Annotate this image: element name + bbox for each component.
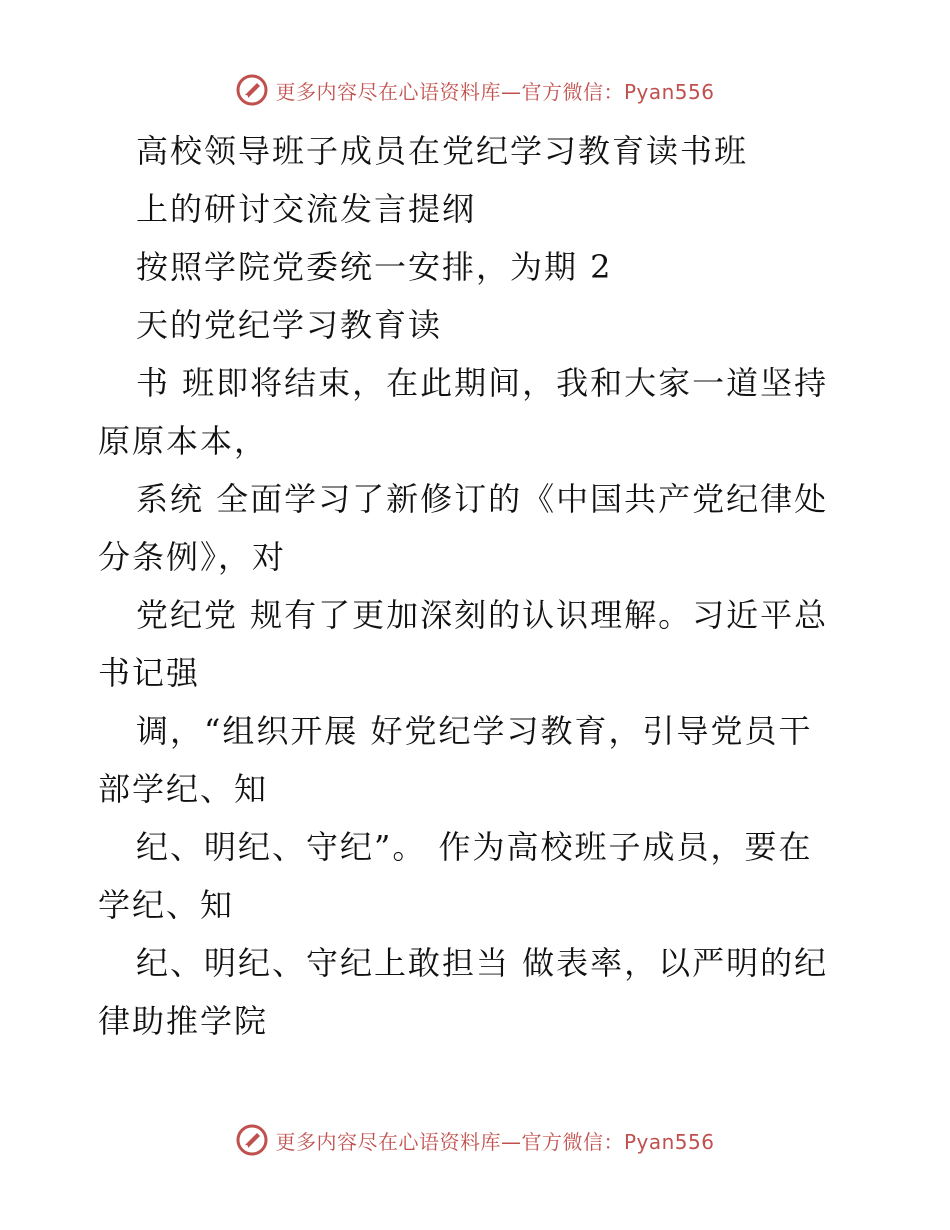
text-line: 书记强 bbox=[98, 654, 201, 692]
text-line: 部学纪、知 bbox=[98, 770, 269, 808]
text-line: 分条例》，对 bbox=[98, 538, 287, 576]
watermark-logo-icon bbox=[235, 1123, 269, 1157]
text-line: 系统 全面学习了新修订的《中国共产党纪律处 bbox=[136, 480, 829, 518]
text-line: 党纪党 规有了更加深刻的认识理解。习近平总 bbox=[136, 596, 829, 634]
text-line: 律助推学院 bbox=[98, 1002, 269, 1040]
text-line: 按照学院党委统一安排，为期 2 bbox=[136, 248, 613, 286]
text-line: 上的研讨交流发言提纲 bbox=[136, 190, 477, 228]
footer-watermark bbox=[0, 1120, 950, 1160]
watermark-text: 更多内容尽在心语资料库—官方微信：Pyan556 bbox=[275, 1129, 715, 1154]
text-line: 天的党纪学习教育读 bbox=[136, 306, 443, 344]
text-line: 调，“组织开展 好党纪学习教育，引导党员干 bbox=[136, 712, 813, 750]
text-line: 原原本本， bbox=[98, 422, 269, 460]
watermark-text: 更多内容尽在心语资料库—官方微信：Pyan556 bbox=[275, 79, 715, 104]
text-line: 书 班即将结束，在此期间，我和大家一道坚持 bbox=[136, 364, 829, 402]
header-watermark bbox=[0, 70, 950, 110]
text-line: 学纪、知 bbox=[98, 886, 235, 924]
text-line: 纪、明纪、守纪上敢担当 做表率，以严明的纪 bbox=[136, 944, 829, 982]
text-line: 高校领导班子成员在党纪学习教育读书班 bbox=[136, 132, 749, 170]
document-body bbox=[98, 122, 838, 1050]
text-line: 纪、明纪、守纪”。 作为高校班子成员，要在 bbox=[136, 828, 813, 866]
watermark-logo-icon bbox=[235, 73, 269, 107]
